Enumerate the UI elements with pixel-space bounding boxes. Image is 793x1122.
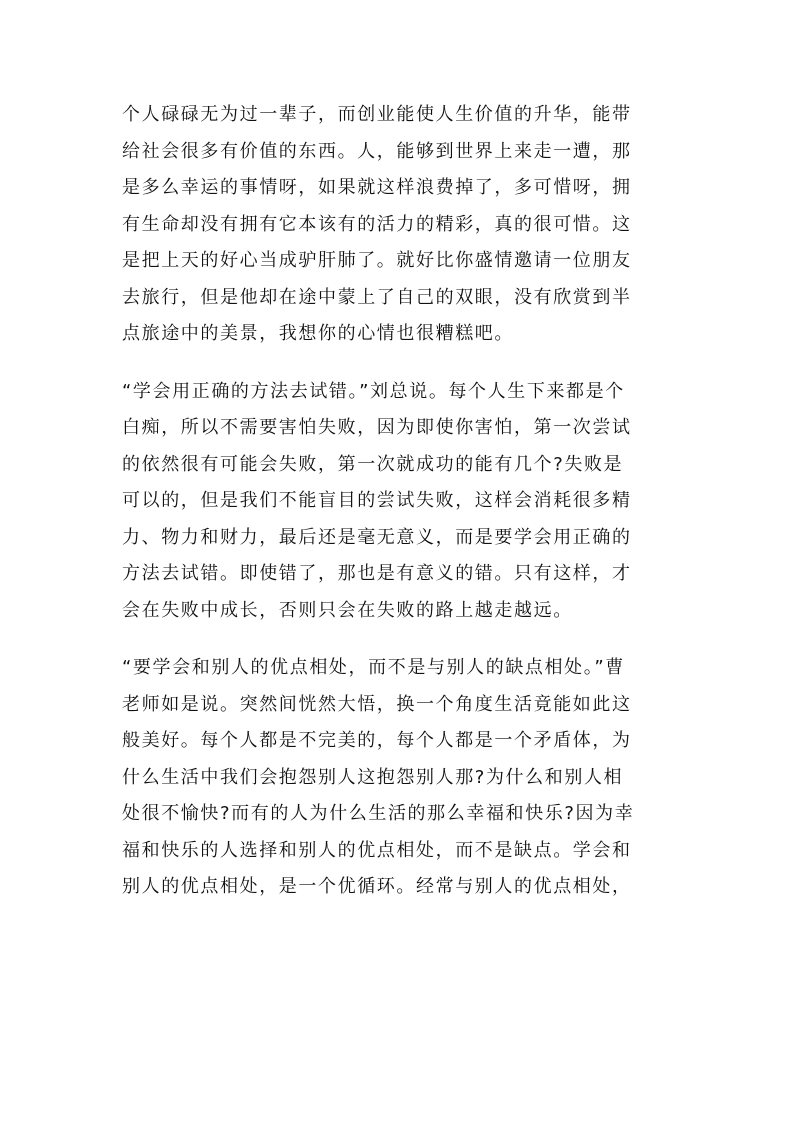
paragraph-2 <box>122 374 673 630</box>
text-line: 会在失败中成长，否则只会在失败的路上越走越远。 <box>122 599 573 621</box>
text-line: 老师如是说。突然间恍然大悟，换一个角度生活竟能如此这 <box>122 693 632 715</box>
text-line: 去旅行，但是他却在途中蒙上了自己的双眼，没有欣赏到半 <box>122 286 632 308</box>
text-line: 有生命却没有拥有它本该有的活力的精彩，真的很可惜。这 <box>122 213 632 235</box>
text-line: 是多么幸运的事情呀，如果就这样浪费掉了，多可惜呀，拥 <box>122 177 632 198</box>
text-line: 力、物力和财力，最后还是毫无意义，而是要学会用正确的 <box>122 526 632 548</box>
text-line: 白痴，所以不需要害怕失败，因为即使你害怕，第一次尝试 <box>122 417 632 438</box>
text-line: 给社会很多有价值的东西。人，能够到世界上来走一遭，那 <box>122 140 632 162</box>
text-line: 别人的优点相处，是一个优循环。经常与别人的优点相处， <box>122 876 632 897</box>
text-line: 福和快乐的人选择和别人的优点相处，而不是缺点。学会和 <box>122 839 632 861</box>
text-line: 的依然很有可能会失败，第一次就成功的能有几个?失败是 <box>122 453 624 475</box>
text-line: 处很不愉快?而有的人为什么生活的那么幸福和快乐?因为幸 <box>122 803 635 824</box>
paragraph-3 <box>122 650 673 906</box>
text-line: 般美好。每个人都是不完美的，每个人都是一个矛盾体，为 <box>122 730 632 751</box>
text-line: 个人碌碌无为过一辈子，而创业能使人生价值的升华，能带 <box>122 104 632 125</box>
text-line: 可以的，但是我们不能盲目的尝试失败，这样会消耗很多精 <box>122 490 632 511</box>
text-line: “学会用正确的方法去试错。”刘总说。每个人生下来都是个 <box>122 380 625 402</box>
text-line: “要学会和别人的优点相处，而不是与别人的缺点相处。”曹 <box>122 657 625 678</box>
document-body <box>122 97 673 906</box>
text-line: 是把上天的好心当成驴肝肺了。就好比你盛情邀请一位朋友 <box>122 250 632 271</box>
text-line: 什么生活中我们会抱怨别人这抱怨别人那?为什么和别人相 <box>122 766 624 788</box>
text-line: 点旅途中的美景，我想你的心情也很糟糕吧。 <box>122 323 514 344</box>
text-line: 方法去试错。即使错了，那也是有意义的错。只有这样，才 <box>122 563 632 584</box>
paragraph-1 <box>122 97 673 353</box>
